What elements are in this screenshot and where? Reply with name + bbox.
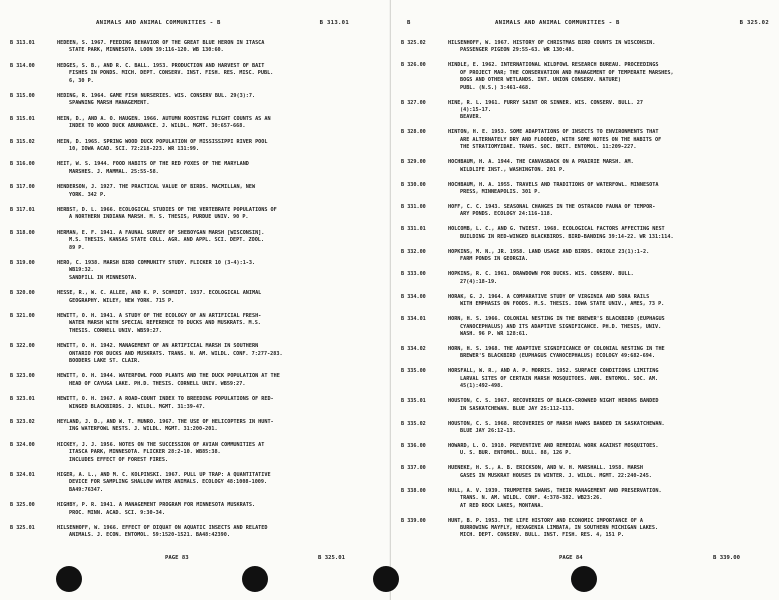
citation-line: DEVICE FOR SAMPLING SHALLOW WATER ANIMALS. ECOLOGY 48:1008-1009. [69,479,268,486]
entry-citation [57,472,381,494]
entry-number: B 339.00 [401,517,426,524]
entry-citation [448,226,771,241]
entry-citation [57,343,381,365]
entry-citation [57,419,381,434]
entry-number: B 317.00 [10,184,35,191]
entry-number: B 336.00 [401,442,426,449]
citation-line: WB19:32. [69,267,94,274]
bibliography-entry [401,40,771,55]
citation-line: THE STRATIOMYIDAE. TRANS. SOC. BRIT. ENTOMOL. 11:209-227. [460,144,637,151]
punch-hole [242,566,268,592]
citation-line: BA49:76347. [69,486,104,493]
citation-line: PUBL. (N.S.) 3:461-468. [460,84,532,91]
entry-number: B 332.00 [401,248,426,255]
citation-line: ONTARIO FOR DUCKS AND MUSKRATS. TRANS. N. AM. WILDL. CONF. 7:277-283. [69,350,283,357]
citation-line: HEDGES, S. B., AND R. C. BALL. 1953. PRODUCTION AND HARVEST OF BAIT [57,62,265,69]
entry-number: B 313.01 [10,40,35,46]
citation-line: HORN, H. S. 1968. THE ADAPTIVE SIGNIFICANCE OF COLONIAL NESTING IN THE [448,345,665,352]
citation-line: HUNT, B. P. 1953. THE LIFE HISTORY AND ECONOMIC IMPORTANCE OF A [448,517,643,524]
citation-line: ARE ALTERNATELY DRY AND FLOODED, WITH SOME NOTES ON THE HABITS OF [460,136,662,143]
citation-line: HERBST, D. L. 1966. ECOLOGICAL STUDIES OF THE VERTEBRATE POPULATIONS OF [57,206,277,213]
citation-line: WILDLIFE INST., WASHINGTON. 201 P. [460,166,566,173]
entry-citation [57,260,381,282]
bibliography-entry [10,419,381,434]
citation-line: HORSFALL, W. R., AND A. P. MORRIS. 1952. SURFACE CONDITIONS LIMITING [448,368,659,375]
citation-line: WITH EMPHASIS ON FOODS. M.S. THESIS. IOWA STATE UNIV., AMES, 73 P. [460,301,665,308]
citation-line: U. S. BUR. ENTOMOL. BULL. 88, 126 P. [460,450,572,457]
entry-citation [57,93,381,108]
bibliography-entry [10,472,381,494]
citation-line: SANDFILL IN MINNESOTA. [69,274,138,281]
entry-citation [448,346,771,361]
bibliography-entry [401,488,771,510]
citation-line: HOPKINS, M. N., JR. 1958. LAND USAGE AND BIRDS. ORIOLE 23(1):1-2. [448,248,650,255]
citation-line: HENDERSON, J. 1927. THE PRACTICAL VALUE OF BIRDS. MACMILLAN, NEW [57,184,256,191]
citation-line: PRESS, MINNEAPOLIS. 301 P. [460,189,541,196]
entry-citation [448,368,771,390]
bibliography-list [10,40,381,540]
citation-line: BEAVER. [460,114,482,121]
citation-line: 27(4):18-19. [460,278,498,285]
entry-number: B 325.01 [10,524,35,531]
bibliography-entry [401,465,771,480]
bibliography-entry [401,294,771,309]
footer-code: B 325.01 [318,555,345,561]
entry-number: B 335.00 [401,368,426,375]
punch-hole [56,566,82,592]
citation-line: BREWER'S BLACKBIRD (EUPHAGUS CYANOCEPHALUS) ECOLOGY 49:682-694. [460,353,655,360]
entry-number: B 323.01 [10,396,35,403]
bibliography-entry [10,396,381,411]
bibliography-entry [10,373,381,388]
citation-line: YORK. 342 P. [69,191,107,198]
entry-number: B 327.00 [401,99,426,106]
citation-line: HEAD OF CAYUGA LAKE. PH.D. THESIS. CORNELL UNIV. WB59:27. [69,380,246,387]
entry-citation [57,442,381,464]
citation-line: WINGED BLACKBIRDS. J. WILDL. MGMT. 31:39-47. [69,403,206,410]
citation-line: FARM PONDS IN GEORGIA. [460,256,529,263]
citation-line: HEYLAND, J. D., AND W. T. MUNRO. 1967. THE USE OF HELICOPTERS IN HUNT- [57,418,274,425]
entry-number: B 321.00 [10,312,35,319]
left-page [0,0,389,600]
entry-citation [448,129,771,151]
citation-line: ITASCA PARK, MINNESOTA. FLICKER 28:2-10. WB85:38. [69,449,221,456]
citation-line: ANIMALS. J. ECON. ENTOMOL. 59:1520-1521. BA48:42390. [69,532,230,539]
entry-number: B 316.00 [10,161,35,168]
entry-number: B 334.02 [401,345,426,352]
entry-number: B 331.00 [401,204,426,211]
bibliography-entry [401,421,771,436]
bibliography-entry [401,100,771,122]
citation-line: HOUSTON, C. S. 1967. RECOVERIES OF BLACK-CROWNED NIGHT HERONS BANDED [448,398,659,405]
citation-line: GASES IN MUSKRAT HOUSES IN WINTER. J. WILDL. MGMT. 22:240-245. [460,472,652,479]
entry-number: B 315.00 [10,93,35,99]
citation-line: HEIT, W. S. 1944. FOOD HABITS OF THE RED FOXES OF THE MARYLAND [57,161,249,168]
entry-number: B 314.00 [10,62,35,69]
entry-number: B 325.00 [10,502,35,509]
citation-line: HORN, H. S. 1966. COLONIAL NESTING IN THE BREWER'S BLACKBIRD (EUPHAGUS [448,316,665,323]
entry-number: B 319.00 [10,259,35,266]
punch-hole [373,566,399,592]
bibliography-entry [401,62,771,92]
entry-number: B 328.00 [401,129,426,136]
citation-line: WATER MARSH WITH SPECIAL REFERENCE TO DUCKS AND MUSKRATS. M.S. [69,320,261,327]
citation-line: HESSE, R., W. C. ALLEE, AND K. P. SCHMIDT. 1937. ECOLOGICAL ANIMAL [57,290,262,297]
entry-citation [448,182,771,197]
citation-line: HEWITT, O. H. 1967. A ROAD-COUNT INDEX TO BREEDING POPULATIONS OF RED- [57,396,274,403]
entry-citation [57,313,381,335]
citation-line: HEWITT, O. H. 1944. WATERFOWL FOOD PLANTS AND THE DUCK POPULATION AT THE [57,373,280,380]
citation-line: HORAK, G. J. 1964. A COMPARATIVE STUDY OF VIRGINIA AND SORA RAILS [448,293,650,300]
bibliography-entry [401,129,771,151]
entry-number: B 325.02 [401,40,426,46]
entry-number: B 323.00 [10,373,35,380]
citation-line: FISHES IN PONDS. MICH. DEPT. CONSERV. INST. FISH. RES. MISC. PUBL. [69,70,274,77]
bibliography-entry [401,346,771,361]
entry-citation [448,421,771,436]
citation-line: HINE, R. L. 1961. FURRY SAINT OR SINNER. WIS. CONSERV. BULL. 27 [448,99,643,106]
citation-line: MICH. DEPT. CONSERV. BULL. INST. FISH. RES. 4, 151 P. [460,532,625,539]
bibliography-entry [10,116,381,131]
entry-citation [57,207,381,222]
entry-number: B 324.01 [10,471,35,478]
entry-citation [448,398,771,413]
entry-citation [57,161,381,176]
citation-line: HOCHBAUM, H. A. 1944. THE CANVASBACK ON A PRAIRIE MARSH. AM. [448,159,634,166]
entry-citation [57,373,381,388]
citation-line: THESIS. CORNELL UNIV. WB59:27. [69,327,162,334]
bibliography-entry [10,230,381,252]
citation-line: HEWITT, O. H. 1942. MANAGEMENT OF AN ARTIFICIAL MARSH IN SOUTHERN [57,343,259,350]
citation-line: PROC. MINN. ACAD. SCI. 9:30-34. [69,509,165,516]
entry-citation [448,100,771,122]
citation-line: HERMAN, E. F. 1941. A FAUNAL SURVEY OF SHEBOYGAN MARSH [WISCONSIN]. [57,229,265,236]
bibliography-entry [10,313,381,335]
citation-line: MARSHES. J. MAMMAL. 25:55-58. [69,168,159,175]
citation-line: HICKEY, J. J. 1956. NOTES ON THE SUCCESSION OF AVIAN COMMUNITIES AT [57,441,265,448]
citation-line: HOWARD, L. O. 1910. PREVENTIVE AND REMEDIAL WORK AGAINST MOSQUITOES. [448,442,659,449]
citation-line: 6, 30 P. [69,77,94,84]
entry-citation [57,63,381,85]
bibliography-list [401,40,771,540]
entry-number: B 334.01 [401,316,426,323]
citation-line: HOUSTON, C. S. 1968. RECOVERIES OF MARSH HAWKS BANDED IN SASKATCHEWAN. [448,420,665,427]
citation-line: HEWITT, O. H. 1941. A STUDY OF THE ECOLOGY OF AN ARTIFICIAL FRESH- [57,312,262,319]
entry-citation [448,316,771,338]
citation-line: HOPKINS, R. C. 1961. DRAWDOWN FOR DUCKS. WIS. CONSERV. BULL. [448,271,634,278]
bibliography-entry [401,271,771,286]
entry-number: B 337.00 [401,465,426,472]
citation-line: HILSENHOFF, W. 1966. EFFECT OF DIQUAT ON AQUATIC INSECTS AND RELATED [57,524,268,531]
citation-line: 45(1):492-498. [460,383,504,390]
citation-line: HILSENHOFF, W. 1967. HISTORY OF CHRISTMAS BIRD COUNTS IN WISCONSIN. [448,40,656,46]
entry-number: B 315.01 [10,115,35,122]
right-page [390,0,779,600]
entry-number: B 318.00 [10,229,35,236]
entry-citation [57,116,381,131]
bibliography-entry [401,226,771,241]
citation-line: BLUE JAY 26:12-13. [460,427,516,434]
bibliography-entry [10,343,381,365]
citation-line: BOODERS LAKE ST. CLAIR. [69,358,141,364]
footer-code: B 339.00 [713,555,740,561]
bibliography-entry [10,93,381,108]
entry-citation [448,518,771,540]
entry-number: B 331.01 [401,226,426,233]
entry-number: B 329.00 [401,159,426,166]
header-code: B 313.01 [319,20,349,26]
citation-line: 89 P. [69,244,85,251]
citation-line: BOGS AND OTHER WETLANDS. INT. UNION CONSERV. NATURE) [460,77,621,84]
entry-number: B 326.00 [401,62,426,69]
entry-number: B 324.00 [10,441,35,448]
entry-citation [448,62,771,92]
bibliography-entry [10,184,381,199]
citation-line: IN SASKATCHEWAN. BLUE JAY 25:112-113. [460,405,575,412]
citation-line: BUILDING IN RED-WINGED BLACKBIRDS. BIRD-BANDING 39:14-22. WR 131:114. [460,233,674,240]
citation-line: (4):15-17. [460,107,491,114]
bibliography-entry [401,182,771,197]
entry-citation [57,184,381,199]
bibliography-entry [10,290,381,305]
citation-line: HINDLE, E. 1962. INTERNATIONAL WILDFOWL RESEARCH BUREAU. PROCEEDINGS [448,62,659,69]
citation-line: AT RED ROCK LAKES, MONTANA. [460,502,544,509]
citation-line: HERO, C. 1938. MARSH BIRD COMMUNITY STUDY. FLICKER 10 (3-4):1-3. [57,259,256,266]
entry-citation [448,271,771,286]
entry-citation [448,443,771,458]
citation-line: HEDEEN, S. 1967. FEEDING BEHAVIOR OF THE GREAT BLUE HERON IN ITASCA [57,40,265,46]
entry-citation [57,40,381,55]
entry-number: B 333.00 [401,271,426,278]
entry-number: B 315.02 [10,138,35,145]
punch-hole [571,566,597,592]
citation-line: HUENEKE, H. S., A. B. ERICKSON, AND W. H. MARSHALL. 1958. MARSH [448,465,643,472]
bibliography-entry [10,161,381,176]
entry-citation [448,294,771,309]
entry-citation [448,159,771,174]
citation-line: HEIN, D., AND A. O. HAUGEN. 1966. AUTUMN ROOSTING FLIGHT COUNTS AS AN [57,115,271,122]
bibliography-entry [10,40,381,55]
bibliography-entry [401,443,771,458]
bibliography-entry [10,525,381,540]
citation-line: HEDING, R. 1964. GAME FISH NURSERIES. WIS. CONSERV BUL. 29(3):7. [57,93,256,99]
header-title: ANIMALS AND ANIMAL COMMUNITIES - B [96,20,221,26]
bibliography-entry [401,249,771,264]
entry-number: B 323.02 [10,418,35,425]
citation-line: LARVAL SITES OF CERTAIN MARSH MOSQUITOES. ANN. ENTOMOL. SOC. AM. [460,375,659,382]
page-number: PAGE 83 [165,555,189,561]
bibliography-entry [401,316,771,338]
bibliography-entry [10,207,381,222]
entry-citation [448,249,771,264]
citation-line: HOCHBAUM, H. A. 1955. TRAVELS AND TRADITIONS OF WATERFOWL. MINNESOTA [448,181,659,188]
citation-line: INCLUDES EFFECT OF FOREST FIRES. [69,456,169,463]
citation-line: BURROWING MAYFLY, HEXAGENIA LIMBATA, IN SOUTHERN MICHIGAN LAKES. [460,524,659,531]
citation-line: 10, IOWA ACAD. SCI. 72:218-223. WR 131:99. [69,146,199,152]
entry-citation [57,230,381,252]
citation-line: HINTON, H. E. 1953. SOME ADAPTATIONS OF INSECTS TO ENVIRONMENTS THAT [448,129,659,136]
citation-line: ING WATERFOWL NESTS. J. WILDL. MGMT. 31:200-201. [69,426,218,433]
entry-number: B 330.00 [401,181,426,188]
bibliography-entry [10,139,381,154]
citation-line: CYANOCEPHALUS) AND ITS ADAPTIVE SIGNIFICANCE. PH.D. THESIS, UNIV. [460,323,662,330]
page-number: PAGE 84 [559,555,583,561]
citation-line: M.S. THESIS. KANSAS STATE COLL. AGR. AND APPL. SCI. DEPT. ZOOL. [69,237,264,244]
bibliography-entry [401,518,771,540]
bibliography-entry [401,159,771,174]
entry-citation [448,204,771,219]
citation-line: OF PROJECT MAR; THE CONSERVATION AND MANAGEMENT OF TEMPERATE MARSHES, [460,69,674,76]
entry-citation [57,502,381,517]
citation-line: HULL, A. V. 1939. TRUMPETER SWANS, THEIR MANAGEMENT AND PRESERVATION. [448,487,662,494]
entry-number: B 338.00 [401,487,426,494]
entry-citation [57,525,381,540]
citation-line: SPAWNING MARSH MANAGEMENT. [69,100,150,107]
bibliography-entry [10,442,381,464]
bibliography-entry [401,368,771,390]
entry-citation [448,488,771,510]
citation-line: PASSENGER PIGEON 29:55-63. WR 130:48. [460,47,575,54]
citation-line: HIGHBY, P. R. 1941. A MANAGEMENT PROGRAM FOR MINNESOTA MUSKRATS. [57,502,256,509]
entry-number: B 334.00 [401,293,426,300]
citation-line: HOLCOMB, L. C., AND G. TWIEST. 1968. ECOLOGICAL FACTORS AFFECTING NEST [448,226,665,233]
header-left-code: B [407,20,411,26]
citation-line: GEOGRAPHY. WILEY, NEW YORK. 715 P. [69,297,175,304]
citation-line: HOFF, C. C. 1943. SEASONAL CHANGES IN THE OSTRACOD FAUNA OF TEMPOR- [448,204,656,211]
bibliography-entry [401,204,771,219]
bibliography-entry [10,502,381,517]
entry-citation [448,40,771,55]
citation-line: HEIN, D. 1965. SPRING WOOD DUCK POPULATION OF MISSISSIPPI RIVER POOL [57,138,268,145]
entry-citation [57,139,381,154]
entry-number: B 335.01 [401,398,426,405]
citation-line: WASH. 96 P. WR 128:61. [460,330,529,337]
entry-citation [57,396,381,411]
bibliography-entry [401,398,771,413]
citation-line: ARY PONDS. ECOLOGY 24:116-118. [460,211,553,218]
entry-number: B 320.00 [10,290,35,297]
entry-number: B 317.01 [10,206,35,213]
entry-number: B 322.00 [10,343,35,350]
entry-number: B 335.02 [401,420,426,427]
citation-line: A NORTHERN INDIANA MARSH. M. S. THESIS, PURDUE UNIV. 90 P. [69,214,249,221]
entry-citation [448,465,771,480]
citation-line: STATE PARK, MINNESOTA. LOON 39:116-120. WB 130:60. [69,47,224,54]
header-code: B 325.02 [739,20,769,26]
bibliography-entry [10,63,381,85]
entry-citation [57,290,381,305]
citation-line: TRANS. N. AM. WILDL. CONF. 4:378-382. WB23:26. [460,495,603,502]
bibliography-entry [10,260,381,282]
citation-line: HIGER, A. L., AND M. C. KOLPINSKI. 1967. PULL UP TRAP: A QUANTITATIVE [57,471,271,478]
header-title: ANIMALS AND ANIMAL COMMUNITIES - B [495,20,620,26]
citation-line: INDEX TO WOOD DUCK ABUNDANCE. J. WILDL. MGMT. 30:657-668. [69,123,246,130]
